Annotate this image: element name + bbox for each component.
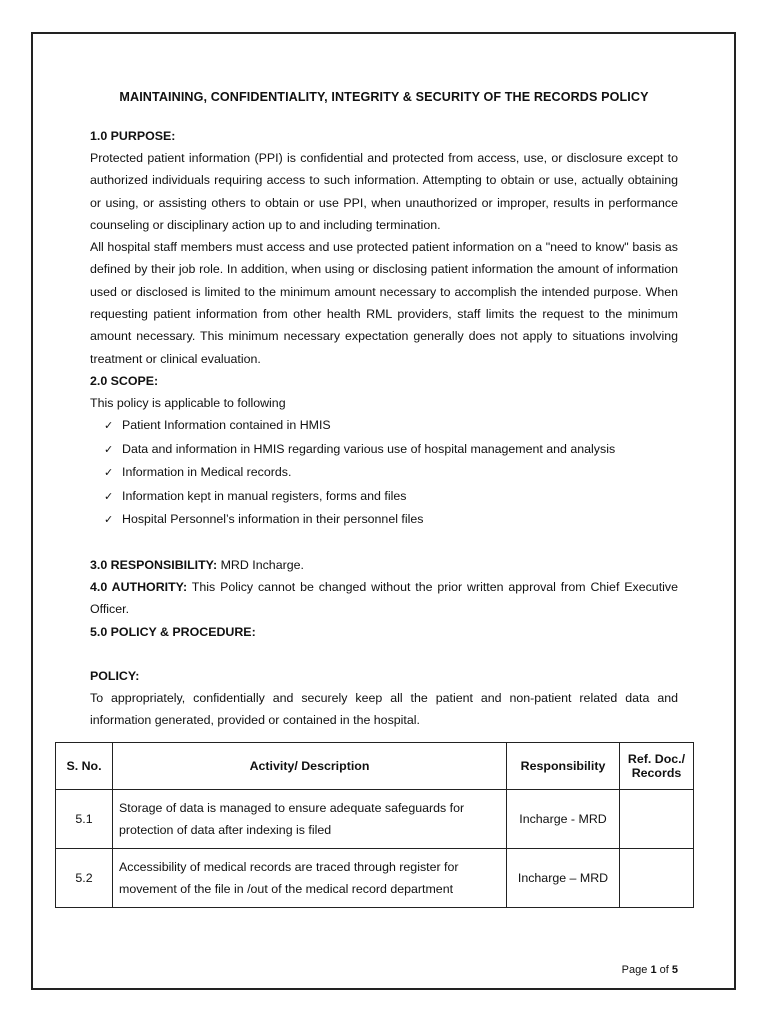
authority-line: 4.0 AUTHORITY: This Policy cannot be changed without the prior written approval from Chief Executive Officer.: [90, 580, 678, 617]
purpose-heading: 1.0 PURPOSE:: [90, 129, 176, 143]
checkmark-icon: ✓: [104, 513, 114, 527]
scope-intro: This policy is applicable to following: [90, 395, 286, 410]
list-item: ✓ Patient Information contained in HMIS: [104, 414, 678, 438]
header-activity: Activity/ Description: [113, 743, 507, 790]
cell-ref: [620, 790, 694, 849]
page-number: Page 1 of 5: [621, 964, 678, 976]
table-row: [56, 849, 694, 908]
checkmark-icon: ✓: [104, 419, 114, 433]
responsibility-line: 3.0 RESPONSIBILITY: MRD Incharge.: [90, 557, 304, 572]
procedure-heading: 5.0 POLICY & PROCEDURE:: [90, 624, 256, 639]
header-ref-doc: Ref. Doc./ Records: [620, 743, 694, 790]
table-header-row: [56, 743, 694, 790]
policy-text: To appropriately, confidentially and securely keep all the patient and non-patient related data and information generated, provided or contained in the hospital.: [90, 690, 678, 727]
purpose-paragraph-2: All hospital staff members must access and use protected patient information on a "need to know" basis as defined by their job role. In addition, when using or disclosing patient information the amount of information used or disclosed is limited to the minimum amount necessary to accomplish the intended purpose. When requesting patient information from other health RML providers, staff limits the request to the minimum amount necessary. This minimum necessary expectation generally does not apply to situations involving treatment or clinical evaluation.: [90, 240, 678, 366]
document-title: MAINTAINING, CONFIDENTIALITY, INTEGRITY & SECURITY OF THE RECORDS POLICY: [119, 90, 649, 104]
purpose-paragraph-1: Protected patient information (PPI) is confidential and protected from access, use, or disclosure except to authorized individuals requiring access to such information. Attempting to obtain or use, actually obtaining or using, or assisting others to obtain or use PPI, when unauthorized or improper, results in performance counseling or disciplinary action up to and including termination.: [90, 151, 678, 232]
cell-ref: [620, 849, 694, 908]
scope-list: [90, 414, 678, 532]
header-sno: S. No.: [56, 743, 113, 790]
policy-heading: POLICY:: [90, 668, 140, 683]
cell-activity: Storage of data is managed to ensure adequate safeguards for protection of data after indexing is filed: [113, 790, 507, 849]
list-item: ✓ Information in Medical records.: [104, 461, 678, 485]
cell-sno: 5.2: [56, 849, 113, 908]
scope-heading: 2.0 SCOPE:: [90, 373, 159, 388]
checkmark-icon: ✓: [104, 489, 114, 503]
document-body: [90, 90, 678, 731]
checkmark-icon: ✓: [104, 466, 114, 480]
activity-table: [55, 742, 694, 908]
cell-responsibility: Incharge - MRD: [507, 790, 620, 849]
list-item: ✓ Information kept in manual registers, forms and files: [104, 485, 678, 509]
header-responsibility: Responsibility: [507, 743, 620, 790]
list-item: ✓ Data and information in HMIS regarding various use of hospital management and analysis: [104, 438, 678, 462]
checkmark-icon: ✓: [104, 442, 114, 456]
table-row: [56, 790, 694, 849]
list-item: ✓ Hospital Personnel’s information in their personnel files: [104, 508, 678, 532]
cell-sno: 5.1: [56, 790, 113, 849]
cell-activity: Accessibility of medical records are traced through register for movement of the file in /out of the medical record department: [113, 849, 507, 908]
cell-responsibility: Incharge – MRD: [507, 849, 620, 908]
